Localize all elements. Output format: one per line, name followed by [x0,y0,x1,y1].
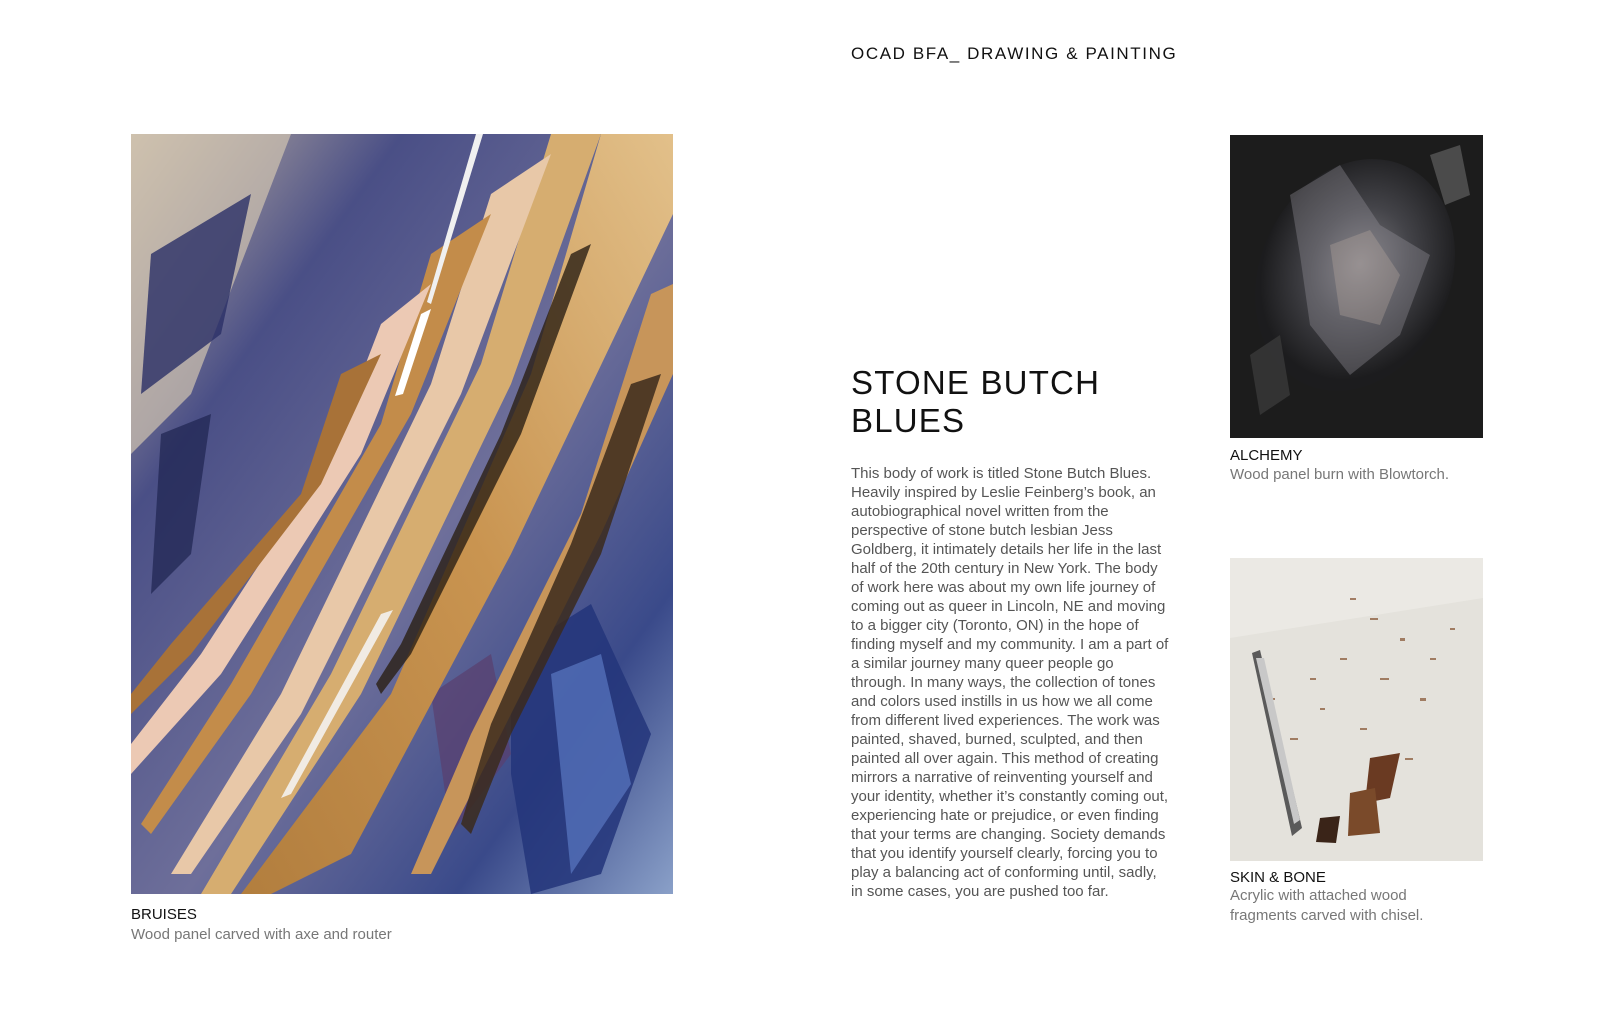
alchemy-description: Wood panel burn with Blowtorch. [1230,466,1450,483]
bruises-description: Wood panel carved with axe and router [131,926,392,943]
skin-and-bone-painting-image [1230,558,1483,861]
page-header: OCAD BFA_ DRAWING & PAINTING [851,44,1178,63]
skin-and-bone-description: Acrylic with attached wood fragments carved with chisel. [1230,887,1424,924]
bruises-painting-image [131,134,673,894]
series-title: STONE BUTCH BLUES [851,364,1101,439]
bruises-title: BRUISES [131,906,197,923]
alchemy-painting-image [1230,135,1483,438]
skin-and-bone-title: SKIN & BONE [1230,869,1326,886]
artist-statement: This body of work is titled Stone Butch Blues. Heavily inspired by Leslie Feinberg’s book, an autobiographical novel written from the perspective of stone butch lesbian Jess Goldberg, it intimately details her life in the last half of the 20th century in New York. The body of work here was about my own life journey of coming out as queer in Lincoln, NE and moving to a bigger city (Toronto, ON) in the hope of finding myself and my community. I am a part of a similar journey many queer people go through. In many ways, the collection of tones and colors used instills in us how we all come from different lived experiences. The work was painted, shaved, burned, sculpted, and then painted all over again. This method of creating mirrors a narrative of reinventing yourself and your identity, whether it’s constantly coming out, experiencing hate or prejudice, or even finding that your terms are changing. Society demands that you identify yourself clearly, forcing you to play a balancing act of conforming until, sadly, in some cases, you are pushed too far. [851,465,1169,900]
alchemy-title: ALCHEMY [1230,447,1303,464]
